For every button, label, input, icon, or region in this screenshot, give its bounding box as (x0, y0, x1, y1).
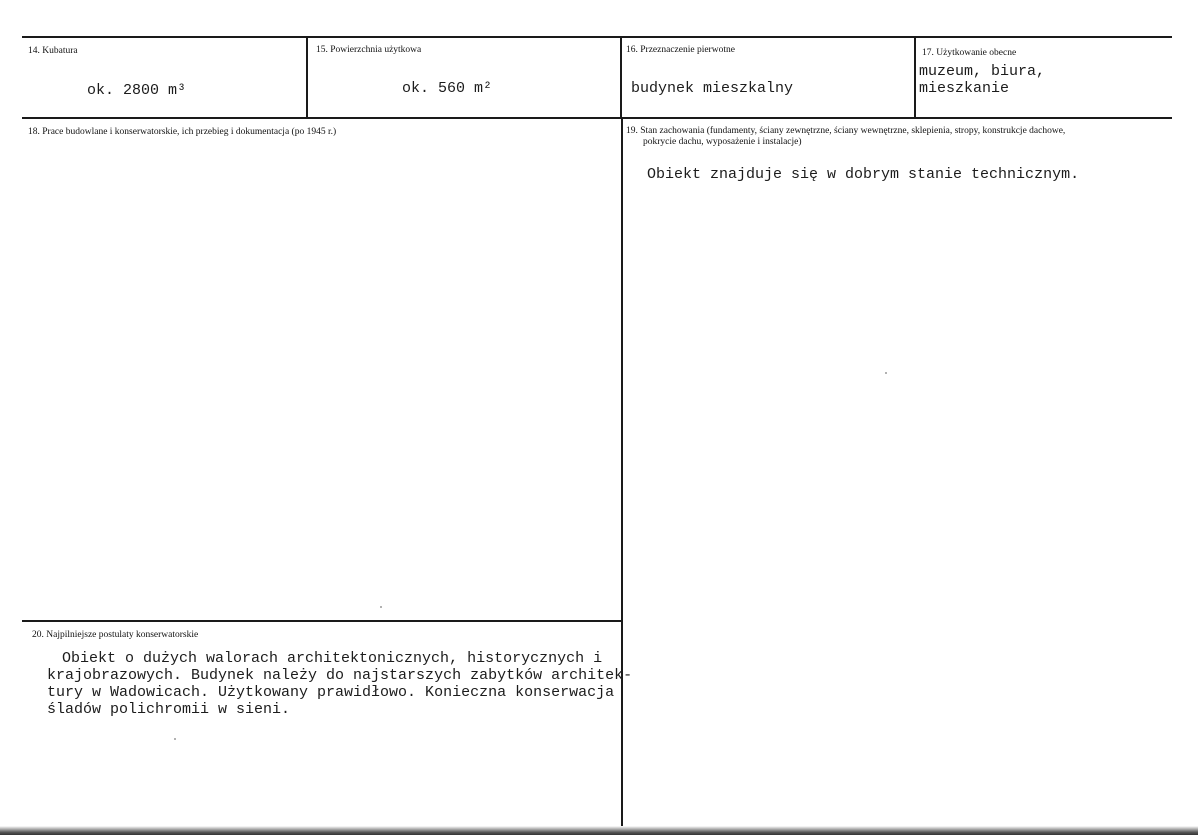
field-19-label-line-2: pokrycie dachu, wyposażenie i instalacje) (643, 137, 802, 147)
paper-speck (174, 738, 176, 740)
field-19-label-line-1: 19. Stan zachowania (fundamenty, ściany zewnętrzne, ściany wewnętrzne, sklepienia, stropy, konstrukcje dachowe, (626, 126, 1066, 136)
divider-15-16 (620, 37, 622, 119)
top-rule (22, 36, 1172, 38)
field-20-top-rule (22, 620, 622, 622)
field-20-value-line-2: krajobrazowych. Budynek należy do najstarszych zabytków architek- (47, 667, 633, 684)
field-16-label: 16. Przeznaczenie pierwotne (626, 45, 735, 55)
scan-bottom-edge (0, 826, 1198, 835)
field-20-value-line-3: tury w Wadowicach. Użytkowany prawidłowo. Konieczna konserwacja (47, 684, 615, 701)
field-19-value: Obiekt znajduje się w dobrym stanie technicznym. (647, 166, 1080, 183)
field-17-value-line-2: mieszkanie (919, 80, 1010, 97)
field-14-label: 14. Kubatura (28, 46, 78, 56)
field-17-value-line-1: muzeum, biura, (919, 63, 1046, 80)
field-17-label: 17. Użytkowanie obecne (922, 48, 1017, 58)
field-15-label: 15. Powierzchnia użytkowa (316, 45, 422, 55)
main-vertical-divider (621, 118, 623, 826)
divider-16-17 (914, 37, 916, 119)
row1-bottom-rule (22, 117, 1172, 119)
field-14-value: ok. 2800 m³ (87, 82, 187, 99)
field-20-value-line-1: Obiekt o dużych walorach architektonicznych, historycznych i (62, 650, 603, 667)
paper-speck (885, 372, 887, 374)
field-16-value: budynek mieszkalny (631, 80, 794, 97)
field-20-value-line-4: śladów polichromii w sieni. (47, 701, 291, 718)
field-20-label: 20. Najpilniejsze postulaty konserwatorskie (32, 630, 199, 640)
field-18-label: 18. Prace budowlane i konserwatorskie, ich przebieg i dokumentacja (po 1945 r.) (28, 127, 337, 137)
paper-speck (380, 606, 382, 608)
field-15-value: ok. 560 m² (402, 80, 493, 97)
divider-14-15 (306, 37, 308, 119)
